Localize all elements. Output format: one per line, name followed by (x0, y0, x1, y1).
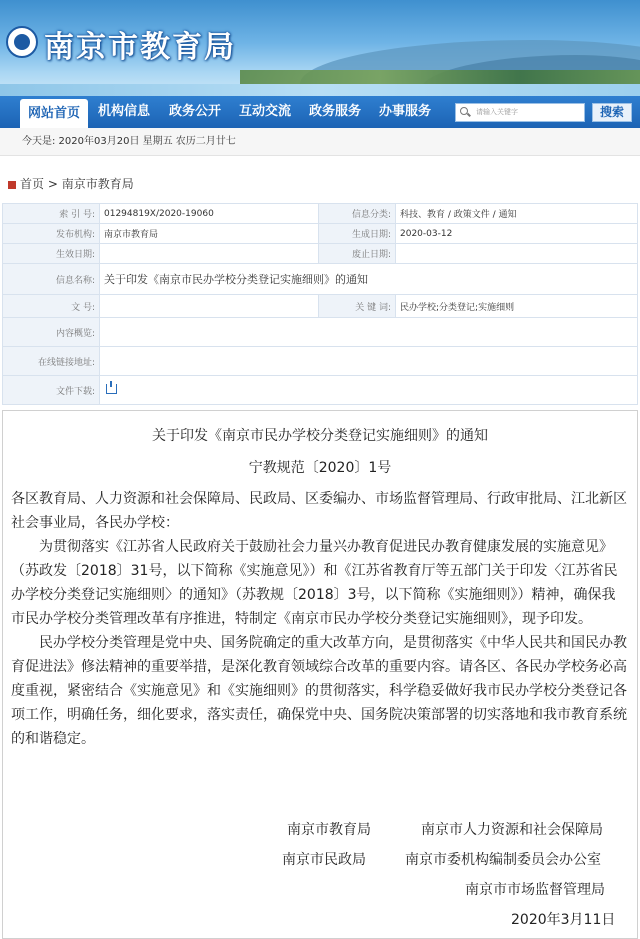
breadcrumb-home[interactable]: 首页 (20, 177, 45, 191)
signer: 南京市民政局 (282, 852, 366, 868)
document-paragraph: 为贯彻落实《江苏省人民政府关于鼓励社会力量兴办教育促进民办教育健康发展的实施意见》（苏政发〔2018〕31号，以下简称《实施意见》）和《江苏省教育厅等五部门关于印发〈江苏省民办学校分类登记实施细则〉的通知》（苏教规〔2018〕3号，以下简称《实施细则》）精神，确保我市民办学校分类管理改革有序推进，特制定《南京市民办学校分类登记实施细则》，现予印发。 (11, 539, 618, 627)
name-value: 关于印发《南京市民办学校分类登记实施细则》的通知 (100, 264, 638, 295)
signer: 南京市委机构编制委员会办公室 (405, 852, 601, 868)
search-icon (460, 107, 468, 115)
name-label: 信息名称: (3, 264, 100, 295)
home-icon (8, 181, 16, 189)
document-recipients: 各区教育局、人力资源和社会保障局、民政局、区委编办、市场监督管理局、行政审批局、江北新区社会事业局，各民办学校： (11, 491, 627, 531)
nav-gov-affairs[interactable]: 政务公开 (169, 104, 222, 119)
document-paragraph: 民办学校分类管理是党中央、国务院确定的重大改革方向，是贯彻落实《中华人民共和国民办教育促进法》修法精神的重要举措，是深化教育领域综合改革的重要内容。请各区、各民办学校务必高度重视，紧密结合《实施意见》和《实施细则》的贯彻落实，科学稳妥做好我市民办学校分类登记各项工作，明确任务，细化要求，落实责任，确保党中央、国务院决策部署的切实落地和我市教育系统的和谐稳定。 (11, 635, 627, 747)
publisher-label: 发布机构: (3, 224, 100, 244)
download-icon[interactable] (106, 384, 117, 394)
link-label: 在线链接地址: (3, 347, 100, 376)
breadcrumb (0, 174, 134, 194)
nav-interaction[interactable]: 互动交流 (239, 104, 292, 119)
publisher-value: 南京市教育局 (100, 224, 319, 244)
breadcrumb-separator: > (47, 177, 58, 191)
site-title[interactable]: 南京市教育局 (44, 30, 236, 65)
nav-office-services[interactable]: 办事服务 (379, 104, 432, 119)
gen-date-value: 2020-03-12 (396, 224, 638, 244)
index-label: 索 引 号: (3, 204, 100, 224)
link-value[interactable] (100, 347, 638, 376)
category-label: 信息分类: (319, 204, 396, 224)
keywords-value: 民办学校;分类登记;实施细则 (396, 295, 638, 318)
summary-value (100, 318, 638, 347)
document-number: 宁教规范〔2020〕1号 (248, 460, 392, 476)
nav-organization[interactable]: 机构信息 (98, 104, 151, 119)
effective-label: 生效日期: (3, 244, 100, 264)
emblem-icon[interactable] (6, 26, 38, 58)
search-input[interactable]: 请输入关键字 (455, 103, 585, 122)
summary-label: 内容概览: (3, 318, 100, 347)
signer: 南京市市场监督管理局 (465, 882, 605, 898)
nav-gov-services[interactable]: 政务服务 (309, 104, 362, 119)
effective-value (100, 244, 319, 264)
docno-value (100, 295, 319, 318)
document-title: 关于印发《南京市民办学校分类登记实施细则》的通知 (152, 428, 488, 444)
signer: 南京市教育局 (287, 822, 371, 838)
repeal-label: 废止日期: (319, 244, 396, 264)
gen-date-label: 生成日期: (319, 224, 396, 244)
index-value: 01294819X/2020-19060 (100, 204, 319, 224)
search-button[interactable]: 搜索 (592, 103, 632, 122)
category-value: 科技、教育 / 政策文件 / 通知 (396, 204, 638, 224)
nav-home[interactable]: 网站首页 (20, 99, 88, 128)
document-date: 2020年3月11日 (511, 912, 616, 928)
breadcrumb-current[interactable]: 南京市教育局 (61, 177, 134, 191)
date-bar: 今天是: 2020年03月20日 星期五 农历二月廿七 (0, 128, 640, 156)
banner-water (0, 84, 640, 96)
info-table (2, 203, 638, 405)
repeal-value (396, 244, 638, 264)
keywords-label: 关 键 词: (319, 295, 396, 318)
signer: 南京市人力资源和社会保障局 (421, 822, 603, 838)
site-banner (0, 0, 640, 96)
file-label: 文件下载: (3, 376, 100, 405)
document-body (2, 410, 638, 939)
docno-label: 文 号: (3, 295, 100, 318)
